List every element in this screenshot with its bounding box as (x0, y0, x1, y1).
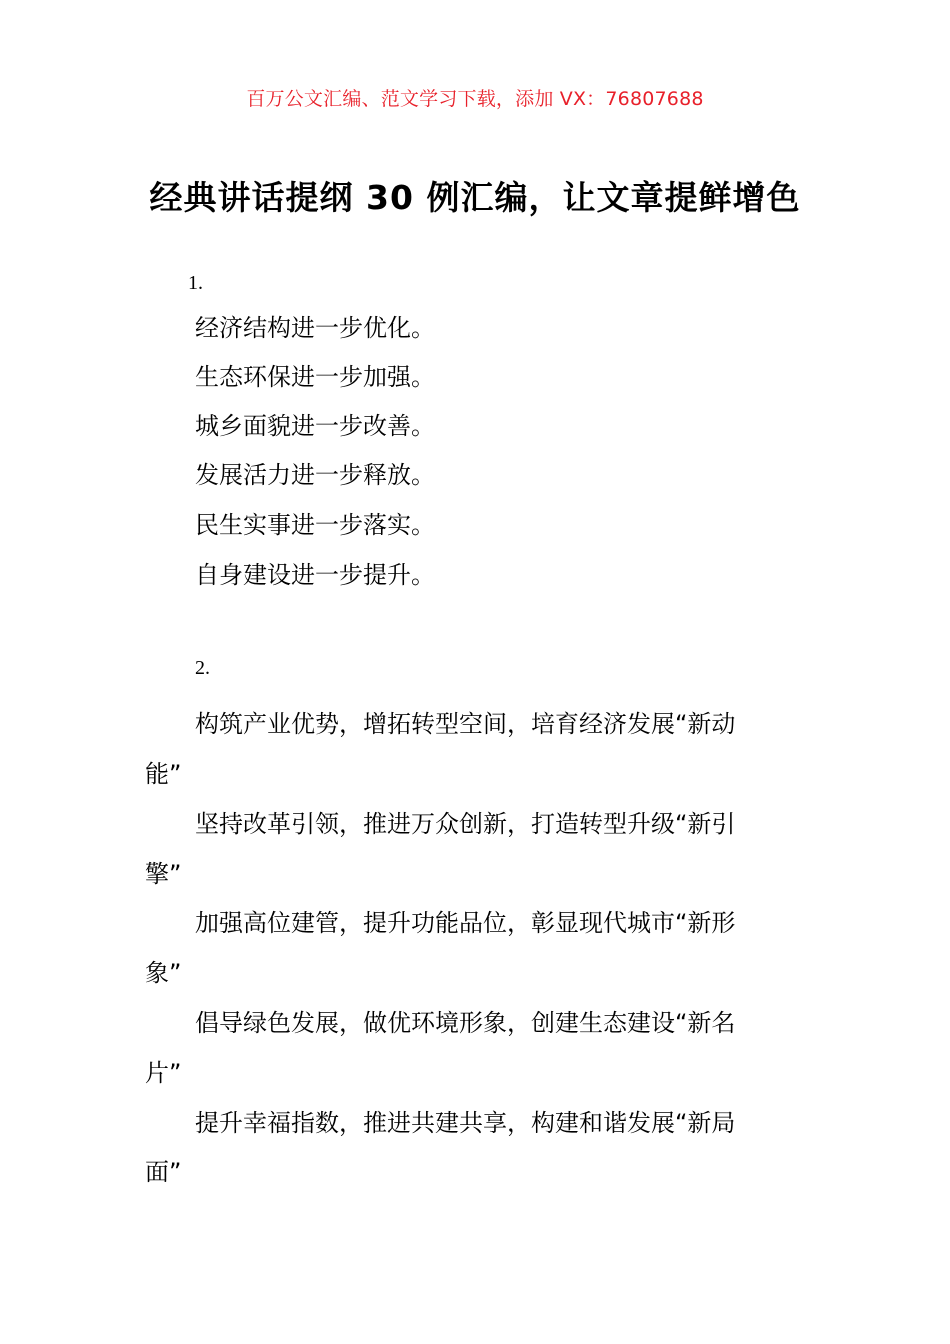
section-number: 1. (188, 272, 203, 294)
promo-header: 百万公文汇编、范文学习下载，添加 VX：76807688 (246, 88, 704, 110)
paragraph-line: 坚持改革引领，推进万众创新，打造转型升级“新引 (195, 810, 736, 838)
list-item: 经济结构进一步优化。 (195, 314, 435, 342)
paragraph-wrap: 片” (145, 1059, 182, 1087)
paragraph-wrap: 能” (145, 760, 182, 788)
list-item: 民生实事进一步落实。 (195, 511, 435, 539)
paragraph-line: 提升幸福指数，推进共建共享，构建和谐发展“新局 (195, 1109, 736, 1137)
list-item: 城乡面貌进一步改善。 (195, 412, 435, 440)
section-number: 2. (195, 657, 210, 679)
paragraph-line: 加强高位建管，提升功能品位，彰显现代城市“新形 (195, 909, 736, 937)
list-item: 自身建设进一步提升。 (195, 561, 435, 589)
paragraph-wrap: 面” (145, 1158, 182, 1186)
paragraph-wrap: 擎” (145, 860, 182, 888)
paragraph-wrap: 象” (145, 959, 182, 987)
paragraph-line: 构筑产业优势，增拓转型空间，培育经济发展“新动 (195, 710, 736, 738)
paragraph-line: 倡导绿色发展，做优环境形象，创建生态建设“新名 (195, 1009, 736, 1037)
list-item: 生态环保进一步加强。 (195, 363, 435, 391)
list-item: 发展活力进一步释放。 (195, 461, 435, 489)
document-title: 经典讲话提纲 30 例汇编，让文章提鲜增色 (149, 178, 801, 217)
